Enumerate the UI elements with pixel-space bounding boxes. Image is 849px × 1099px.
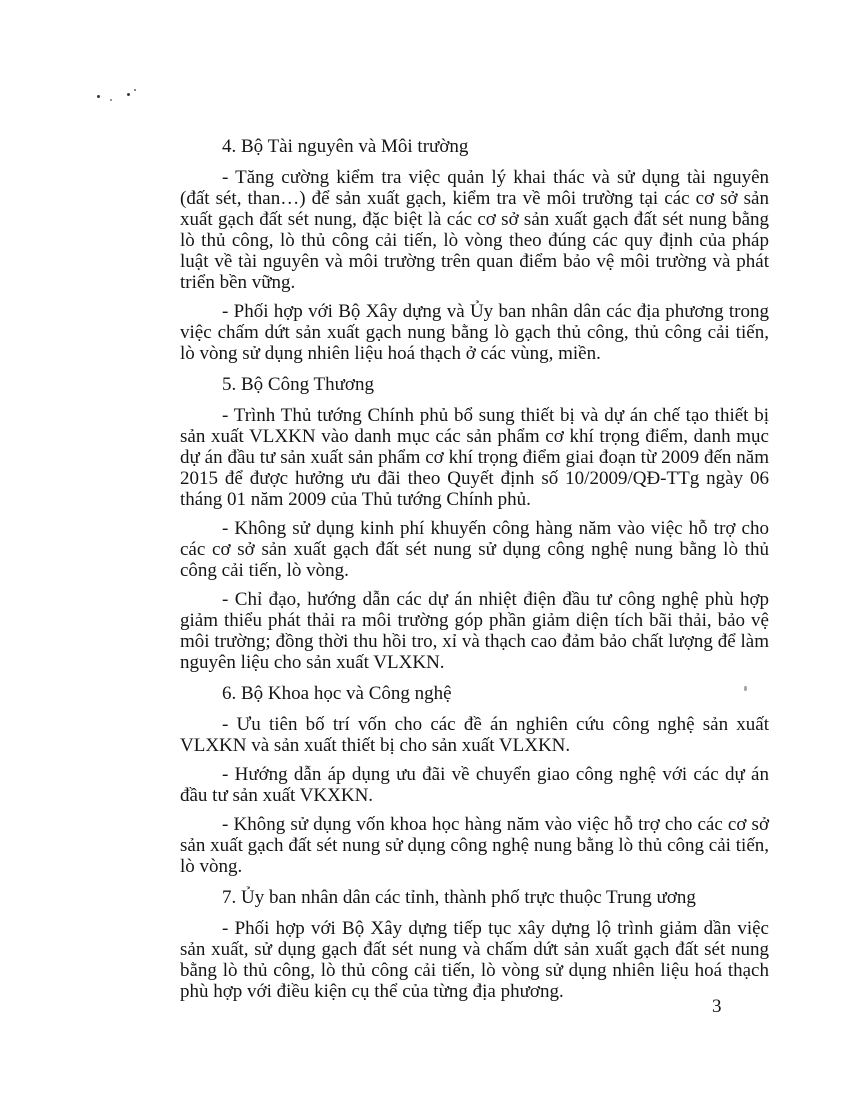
paragraph: - Tăng cường kiểm tra việc quản lý khai thác và sử dụng tài nguyên (đất sét, than…) để sản xuất gạch, kiểm tra về môi trường tại các cơ sở sản xuất gạch đất sét nung, đặc biệt là các cơ sở sản xuất gạch đất sét nung bằng lò thủ công, lò thủ công cải tiến, lò vòng theo đúng các quy định của pháp luật về tài nguyên và môi trường trên quan điểm bảo vệ môi trường và phát triển bền vững.	[180, 167, 769, 293]
paragraph: - Chỉ đạo, hướng dẫn các dự án nhiệt điện đầu tư công nghệ phù hợp giảm thiểu phát thải ra môi trường góp phần giảm diện tích bãi thải, bảo vệ môi trường; đồng thời thu hồi tro, xỉ và thạch cao đảm bảo chất lượng để làm nguyên liệu cho sản xuất VLXKN.	[180, 589, 769, 673]
scan-speck	[110, 99, 112, 101]
scan-speck	[97, 95, 100, 98]
paragraph: - Phối hợp với Bộ Xây dựng tiếp tục xây dựng lộ trình giảm dần việc sản xuất, sử dụng gạch đất sét nung và chấm dứt sản xuất gạch đất sét nung bằng lò thủ công, lò thủ công cải tiến, lò vòng sử dụng nhiên liệu hoá thạch phù hợp với điều kiện cụ thể của từng địa phương.	[180, 918, 769, 1002]
paragraph: - Ưu tiên bố trí vốn cho các đề án nghiên cứu công nghệ sản xuất VLXKN và sản xuất thiết bị cho sản xuất VLXKN.	[180, 714, 769, 756]
document-body	[180, 126, 769, 1010]
section-heading-4: 4. Bộ Tài nguyên và Môi trường	[222, 136, 469, 157]
paragraph: - Không sử dụng vốn khoa học hàng năm vào việc hỗ trợ cho các cơ sở sản xuất gạch đất sét nung sử dụng công nghệ nung bằng lò thủ công cải tiến, lò vòng.	[180, 814, 769, 877]
section-heading-5: 5. Bộ Công Thương	[222, 374, 374, 395]
page-number: 3	[712, 996, 722, 1017]
section-heading-7: 7. Ủy ban nhân dân các tỉnh, thành phố trực thuộc Trung ương	[222, 887, 696, 908]
paragraph: - Trình Thủ tướng Chính phủ bổ sung thiết bị và dự án chế tạo thiết bị sản xuất VLXKN vào danh mục các sản phẩm cơ khí trọng điểm, danh mục dự án đầu tư sản xuất sản phẩm cơ khí trọng điểm giai đoạn từ 2009 đến năm 2015 để được hưởng ưu đãi theo Quyết định số 10/2009/QĐ-TTg ngày 06 tháng 01 năm 2009 của Thủ tướng Chính phủ.	[180, 405, 769, 510]
paragraph: - Phối hợp với Bộ Xây dựng và Ủy ban nhân dân các địa phương trong việc chấm dứt sản xuất gạch nung bằng lò gạch thủ công, thủ công cải tiến, lò vòng sử dụng nhiên liệu hoá thạch ở các vùng, miền.	[180, 301, 769, 364]
scan-speck	[134, 89, 136, 91]
scan-speck	[127, 93, 130, 96]
section-heading-6: 6. Bộ Khoa học và Công nghệ	[222, 683, 452, 704]
paragraph: - Không sử dụng kinh phí khuyến công hàng năm vào việc hỗ trợ cho các cơ sở sản xuất gạch đất sét nung sử dụng công nghệ nung bằng lò thủ công cải tiến, lò vòng.	[180, 518, 769, 581]
paragraph: - Hướng dẫn áp dụng ưu đãi về chuyển giao công nghệ với các dự án đầu tư sản xuất VKXKN.	[180, 764, 769, 806]
